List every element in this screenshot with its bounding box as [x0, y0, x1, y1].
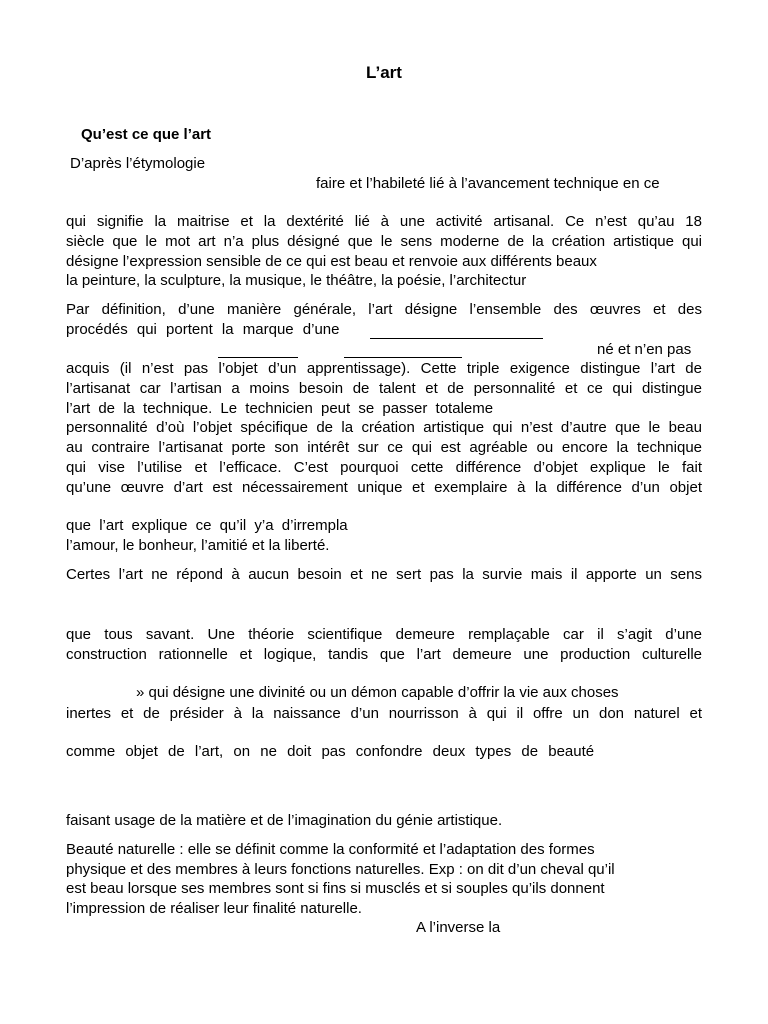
text-line: » qui désigne une divinité ou un démon capable d’offrir la vie aux choses [136, 684, 619, 701]
fill-in-blank [370, 338, 543, 339]
text-line: l’amour, le bonheur, l’amitié et la liberté. [66, 537, 330, 554]
text-line: Beauté naturelle : elle se définit comme la conformité et l’adaptation des formes [66, 841, 595, 858]
text-line: comme objet de l’art, on ne doit pas confondre deux types de beauté [66, 743, 595, 760]
text-line: la peinture, la sculpture, la musique, le théâtre, la poésie, l’architectur [66, 272, 527, 289]
text-line: l’art de la technique. Le technicien peut se passer totaleme [66, 400, 494, 417]
text-line: né et n’en pas [597, 341, 692, 358]
text-line: que l’art explique ce qu’il y’a d’irrempla [66, 517, 348, 534]
text-line: est beau lorsque ses membres sont si fins si musclés et si souples qu’ils donnent [66, 880, 605, 897]
fill-in-blank [344, 357, 462, 358]
text-line: que tous savant. Une théorie scientifique demeure remplaçable car il s’agit d’une [66, 626, 702, 643]
text-line: Par définition, d’une manière générale, l’art désigne l’ensemble des œuvres et des [66, 301, 702, 318]
text-line: Certes l’art ne répond à aucun besoin et ne sert pas la survie mais il apporte un sens [66, 566, 702, 583]
text-line: faisant usage de la matière et de l’imagination du génie artistique. [66, 812, 503, 829]
text-line: qui signifie la maitrise et la dextérité lié à une activité artisanal. Ce n’est qu’au 18 [66, 213, 702, 230]
text-line: qui vise l’utilise et l’efficace. C’est pourquoi cette différence d’objet explique le fait [66, 459, 702, 476]
text-line: D’après l’étymologie [70, 155, 206, 172]
text-line: l’artisanat car l’artisan a moins besoin de talent et de personnalité et ce qui distingue [66, 380, 702, 397]
section-heading: Qu’est ce que l’art [81, 126, 212, 143]
text-line: construction rationnelle et logique, tandis que l’art demeure une production culturelle [66, 646, 702, 663]
text-line: siècle que le mot art n’a plus désigné que le sens moderne de la création artistique qui [66, 233, 702, 250]
text-line: l’impression de réaliser leur finalité naturelle. [66, 900, 362, 917]
page-title: L’art [366, 63, 402, 82]
text-line: inertes et de présider à la naissance d’un nourrisson à qui il offre un don naturel et [66, 705, 702, 722]
text-line: qu’une œuvre d’art est nécessairement unique et exemplaire à la différence d’un objet [66, 479, 702, 496]
text-line: désigne l’expression sensible de ce qui est beau et renvoie aux différents beaux [66, 253, 597, 270]
text-line: personnalité d’où l’objet spécifique de la création artistique qui n’est d’autre que le beau [66, 419, 702, 436]
text-line: A l’inverse la [416, 919, 501, 936]
text-line: faire et l’habileté lié à l’avancement technique en ce [316, 175, 660, 192]
text-line: au contraire l’artisanat porte son intérêt sur ce qui est agréable ou encore la technique [66, 439, 702, 456]
text-line: procédés qui portent la marque d’une [66, 321, 340, 338]
fill-in-blank [218, 357, 298, 358]
text-line: physique et des membres à leurs fonctions naturelles. Exp : on dit d’un cheval qu’il [66, 861, 615, 878]
text-line: acquis (il n’est pas l’objet d’un apprentissage). Cette triple exigence distingue l’art de [66, 360, 702, 377]
